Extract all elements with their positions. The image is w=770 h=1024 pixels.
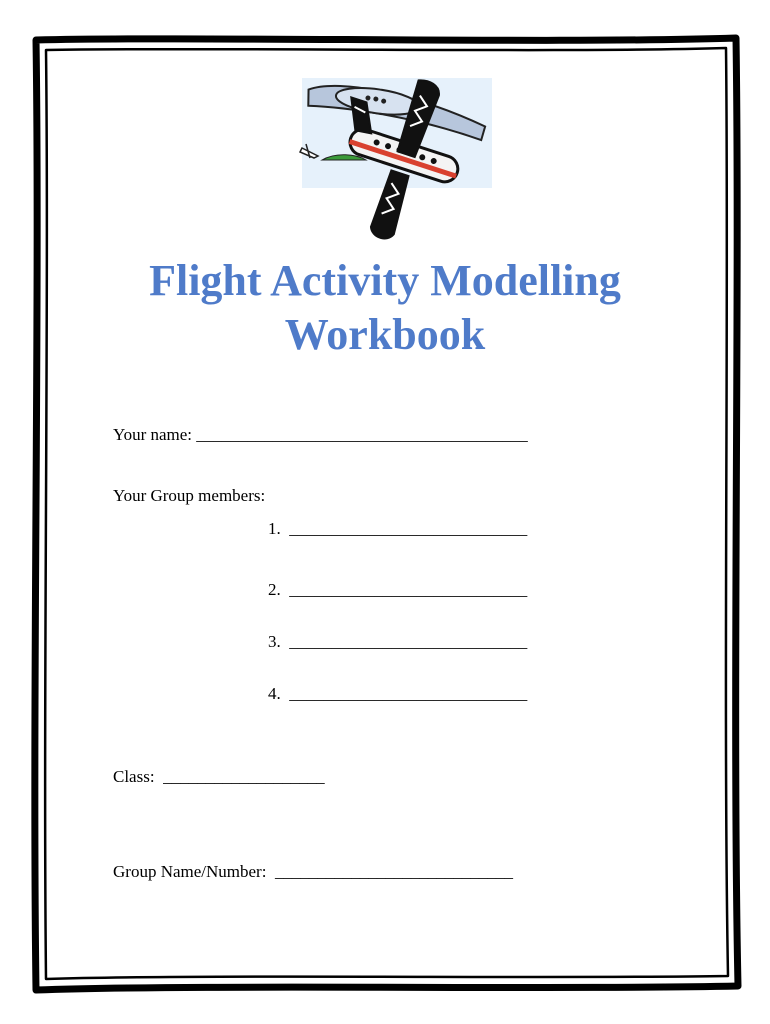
- group-name-blank[interactable]: ____________________________: [274, 862, 513, 881]
- name-label: Your name:: [113, 425, 193, 444]
- group-member-4-field[interactable]: [268, 683, 527, 705]
- group-name-label: Group Name/Number:: [113, 862, 267, 881]
- group-members-label: Your Group members:: [113, 486, 266, 505]
- class-field[interactable]: [113, 766, 325, 788]
- member-number: 4.: [268, 684, 281, 703]
- title-line-2: Workbook: [284, 310, 486, 359]
- class-blank[interactable]: ___________________: [163, 767, 325, 786]
- member-number: 2.: [268, 580, 281, 599]
- member-blank[interactable]: ____________________________: [289, 684, 528, 703]
- member-blank[interactable]: ____________________________: [289, 632, 528, 651]
- group-name-field[interactable]: [113, 861, 513, 883]
- member-number: 1.: [268, 519, 281, 538]
- member-blank[interactable]: ____________________________: [289, 519, 528, 538]
- group-member-2-field[interactable]: [268, 579, 527, 601]
- class-label: Class:: [113, 767, 155, 786]
- name-blank[interactable]: _______________________________________: [196, 425, 528, 444]
- airplane-clipart-icon: [296, 74, 496, 244]
- title-line-1: Flight Activity Modelling: [149, 256, 621, 305]
- name-field[interactable]: [113, 424, 528, 446]
- member-blank[interactable]: ____________________________: [289, 580, 528, 599]
- group-member-3-field[interactable]: [268, 631, 527, 653]
- group-member-1-field[interactable]: [268, 518, 527, 540]
- member-number: 3.: [268, 632, 281, 651]
- workbook-title: [0, 254, 770, 362]
